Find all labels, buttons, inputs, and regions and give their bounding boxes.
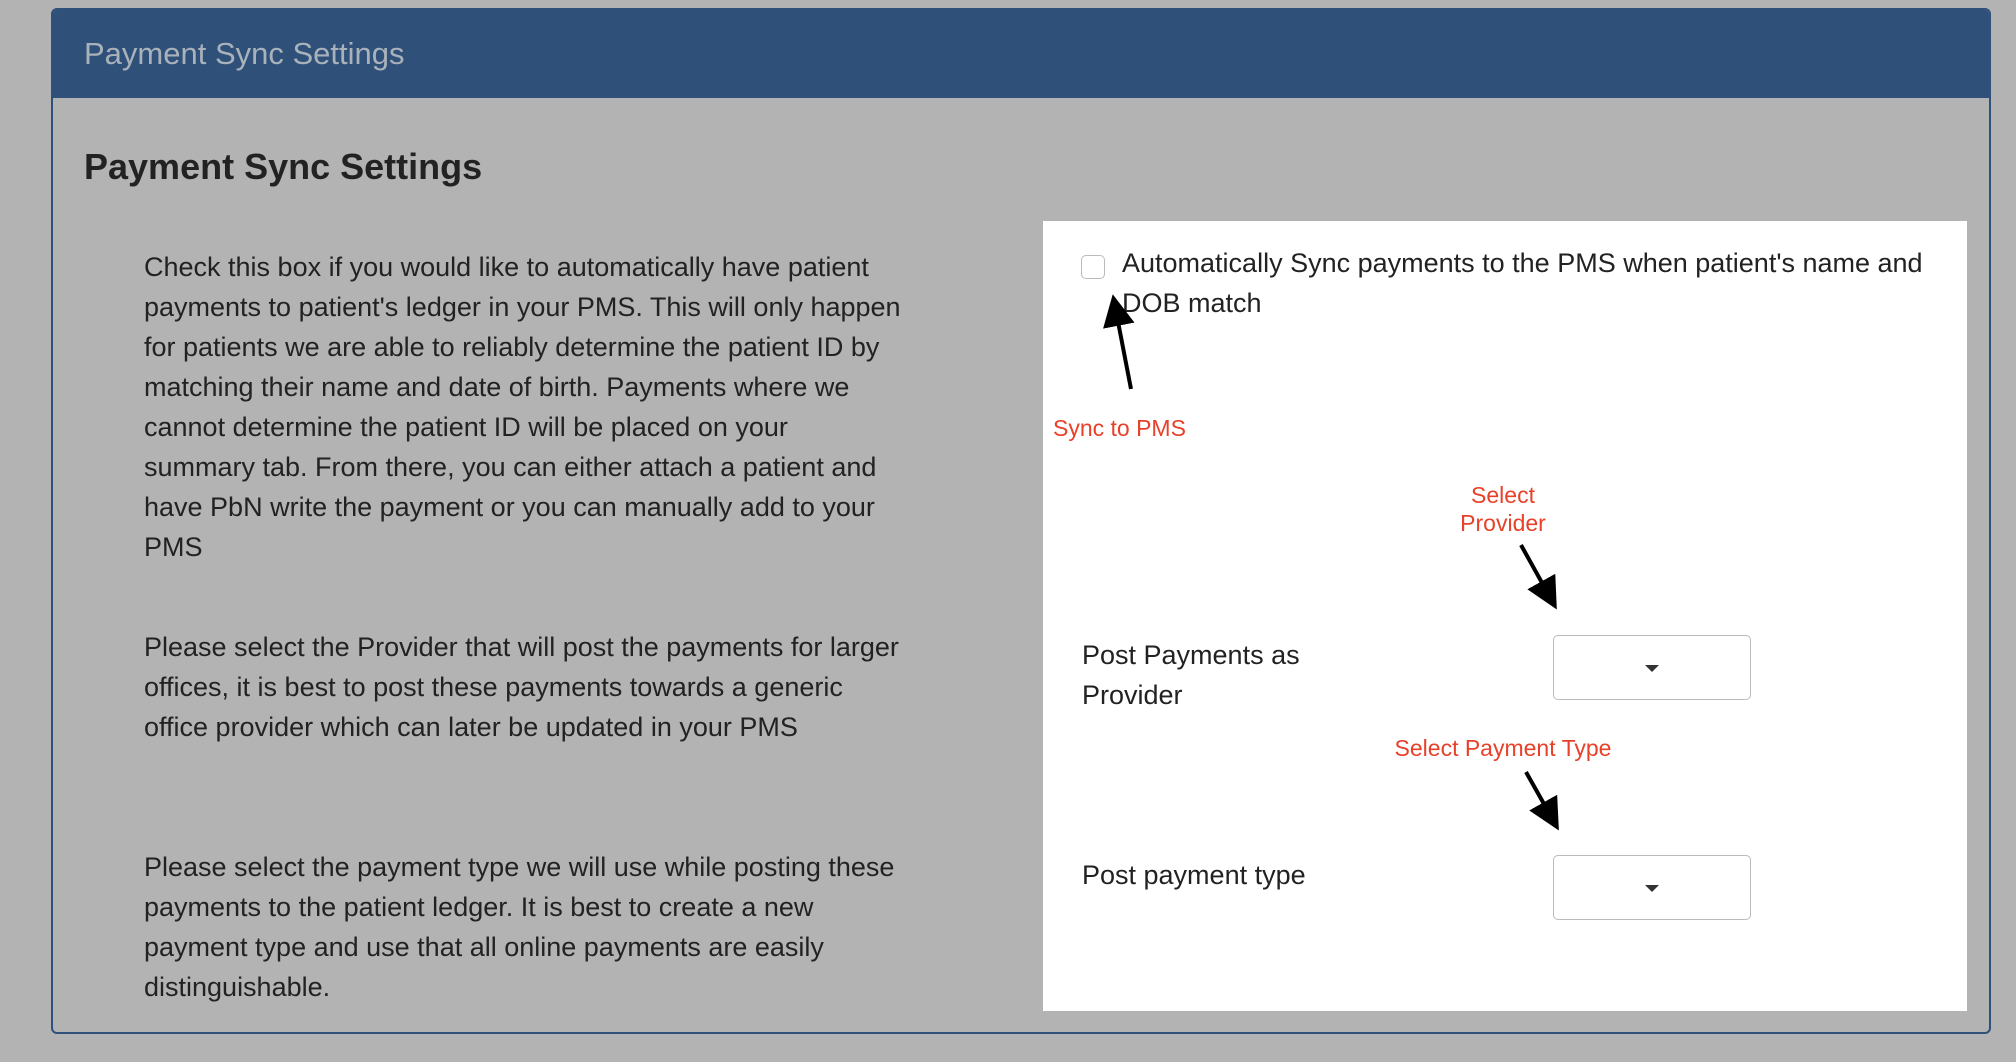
- annotation-line: Provider: [1460, 510, 1546, 536]
- annotation-line: Select: [1471, 482, 1535, 508]
- chevron-down-icon: [1645, 885, 1659, 892]
- settings-form: [1043, 221, 1967, 1011]
- payment-sync-panel: [51, 8, 1991, 1034]
- provider-select[interactable]: [1553, 635, 1751, 700]
- arrow-to-provider-select: [1521, 545, 1551, 599]
- payment-type-label: Post payment type: [1082, 860, 1306, 890]
- panel-title: Payment Sync Settings: [84, 36, 405, 71]
- annotation-select-payment-type: Select Payment Type: [1394, 735, 1612, 761]
- auto-sync-description: Check this box if you would like to automatically have patient payments to patient's ledger in your PMS. This will only happen for patients we are able to reliably determine the patient ID by matching their name and date of birth. Payments where we cannot determine the patient ID will be placed on your summary tab. From there, you can either attach a patient and have PbN write the payment or you can manually add to your PMS: [144, 252, 901, 562]
- payment-type-description: Please select the payment type we will use while posting these payments to the patient ledger. It is best to create a new payment type and use that all online payments are easily distinguishable.: [144, 852, 895, 1002]
- chevron-down-icon: [1645, 665, 1659, 672]
- panel-header: [53, 10, 1989, 98]
- provider-description: Please select the Provider that will post the payments for larger offices, it is best to post these payments towards a generic office provider which can later be updated in your PMS: [144, 632, 899, 742]
- provider-label: Post Payments as Provider: [1082, 640, 1300, 710]
- payment-type-select[interactable]: [1553, 855, 1751, 920]
- arrow-to-payment-type-select: [1526, 772, 1553, 820]
- section-title: Payment Sync Settings: [84, 146, 483, 187]
- auto-sync-label[interactable]: Automatically Sync payments to the PMS when patient's name and DOB match: [1122, 248, 1923, 318]
- arrow-to-checkbox: [1115, 306, 1131, 389]
- annotation-sync-to-pms: Sync to PMS: [1053, 415, 1186, 441]
